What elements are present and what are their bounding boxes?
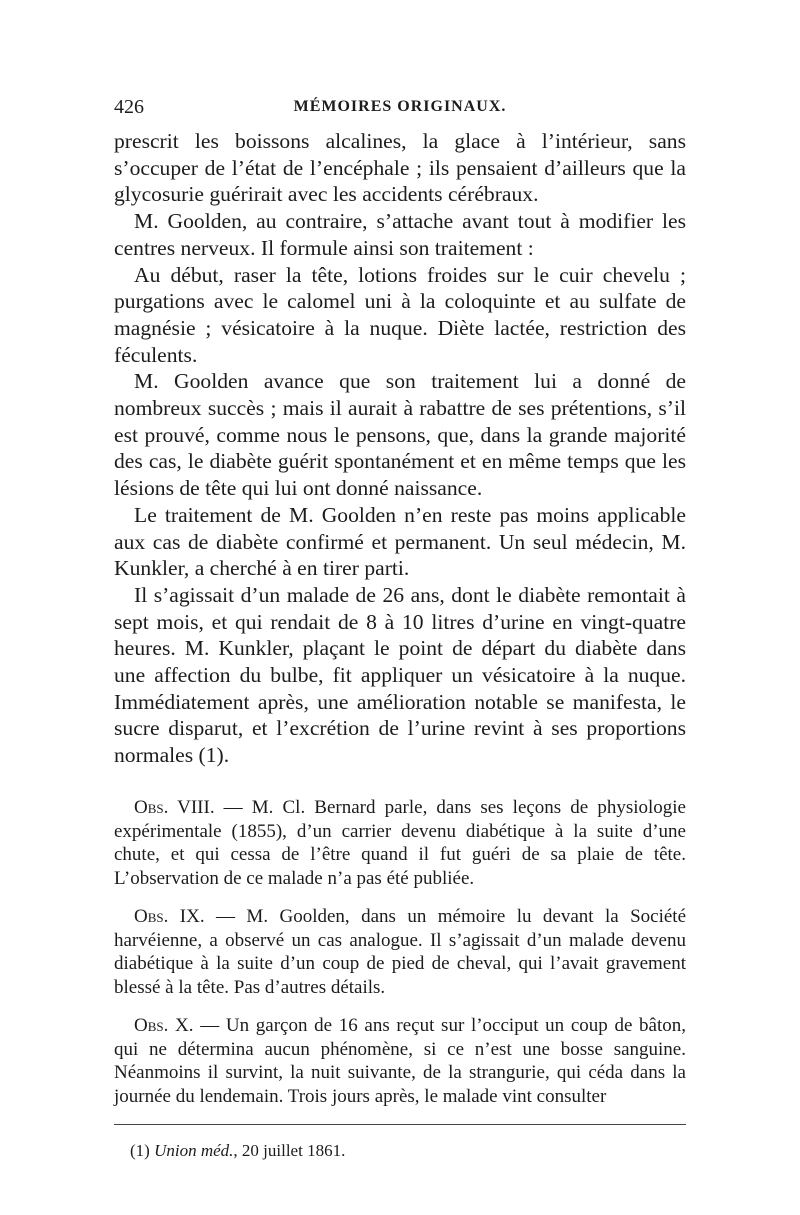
observation-10 [114,1014,686,1108]
obs-8-label: Obs. VIII. [134,797,215,818]
obs-8-text: — M. Cl. Bernard parle, dans ses leçons de physiologie expérimentale (1855), d’un carrier devenu diabétique à la suite d’une chute, et qui cessa de l’être quand il fut guéri de sa plaie de tête. L’observation de ce malade n’a pas été publiée. [114,797,686,889]
footnote-marker: (1) [130,1141,155,1160]
page-number: 426 [114,96,144,118]
footnote [130,1140,345,1162]
footnote-date: , 20 juillet 1861. [233,1141,346,1160]
obs-10-text: — Un garçon de 16 ans reçut sur l’occiput un coup de bâton, qui ne détermina aucun phénomène, si ce n’est une bosse sanguine. Néanmoins il survint, la nuit suivante, de la strangurie, qui céda dans la journée du lendemain. Trois jours après, le malade vint consulter [114,1015,687,1107]
footnote-divider [114,1124,686,1125]
paragraph-2: M. Goolden, au contraire, s’attache avant tout à modifier les centres nerveux. Il formule ainsi son traitement : [114,209,686,260]
footnote-source: Union méd. [154,1141,234,1160]
running-head: MÉMOIRES ORIGINAUX. [293,98,507,115]
page-header [114,96,686,126]
obs-9-label: Obs. IX. [134,906,205,927]
paragraph-3: Au début, raser la tête, lotions froides sur le cuir chevelu ; purgations avec le calomel uni à la coloquinte et au sulfate de magnésie ; vésicatoire à la nuque. Diète lactée, restriction des féculents. [114,262,686,367]
observation-8 [114,796,686,890]
obs-10-label: Obs. X. [134,1015,194,1036]
body-text [114,128,686,769]
paragraph-5: Le traitement de M. Goolden n’en reste pas moins applicable aux cas de diabète confirmé et permanent. Un seul médecin, M. Kunkler, a cherché à en tirer parti. [114,502,686,581]
observation-9 [114,905,686,999]
paragraph-6: Il s’agissait d’un malade de 26 ans, dont le diabète remontait à sept mois, et qui rendait de 8 à 10 litres d’urine en vingt-quatre heures. M. Kunkler, plaçant le point de départ du diabète dans une affection du bulbe, fit appliquer un vésicatoire à la nuque. Immédiatement après, une amélioration notable se manifesta, le sucre disparut, et l’excrétion de l’urine revint à ses proportions normales (1). [114,582,686,768]
obs-9-text: — M. Goolden, dans un mémoire lu devant la Société harvéienne, a observé un cas analogue. Il s’agissait d’un malade devenu diabétique à la suite d’un coup de pied de cheval, qui l’avait gravement blessé à la tête. Pas d’autres détails. [114,906,686,998]
paragraph-4: M. Goolden avance que son traitement lui a donné de nombreux succès ; mais il aurait à rabattre de ses prétentions, s’il est prouvé, comme nous le pensons, que, dans la grande majorité des cas, le diabète guérit spontanément et en même temps que les lésions de tête qui lui ont donné naissance. [114,369,686,501]
paragraph-1: prescrit les boissons alcalines, la glace à l’intérieur, sans s’occuper de l’état de l’encéphale ; ils pensaient d’ailleurs que la glycosurie guérirait avec les accidents cérébraux. [114,129,686,207]
